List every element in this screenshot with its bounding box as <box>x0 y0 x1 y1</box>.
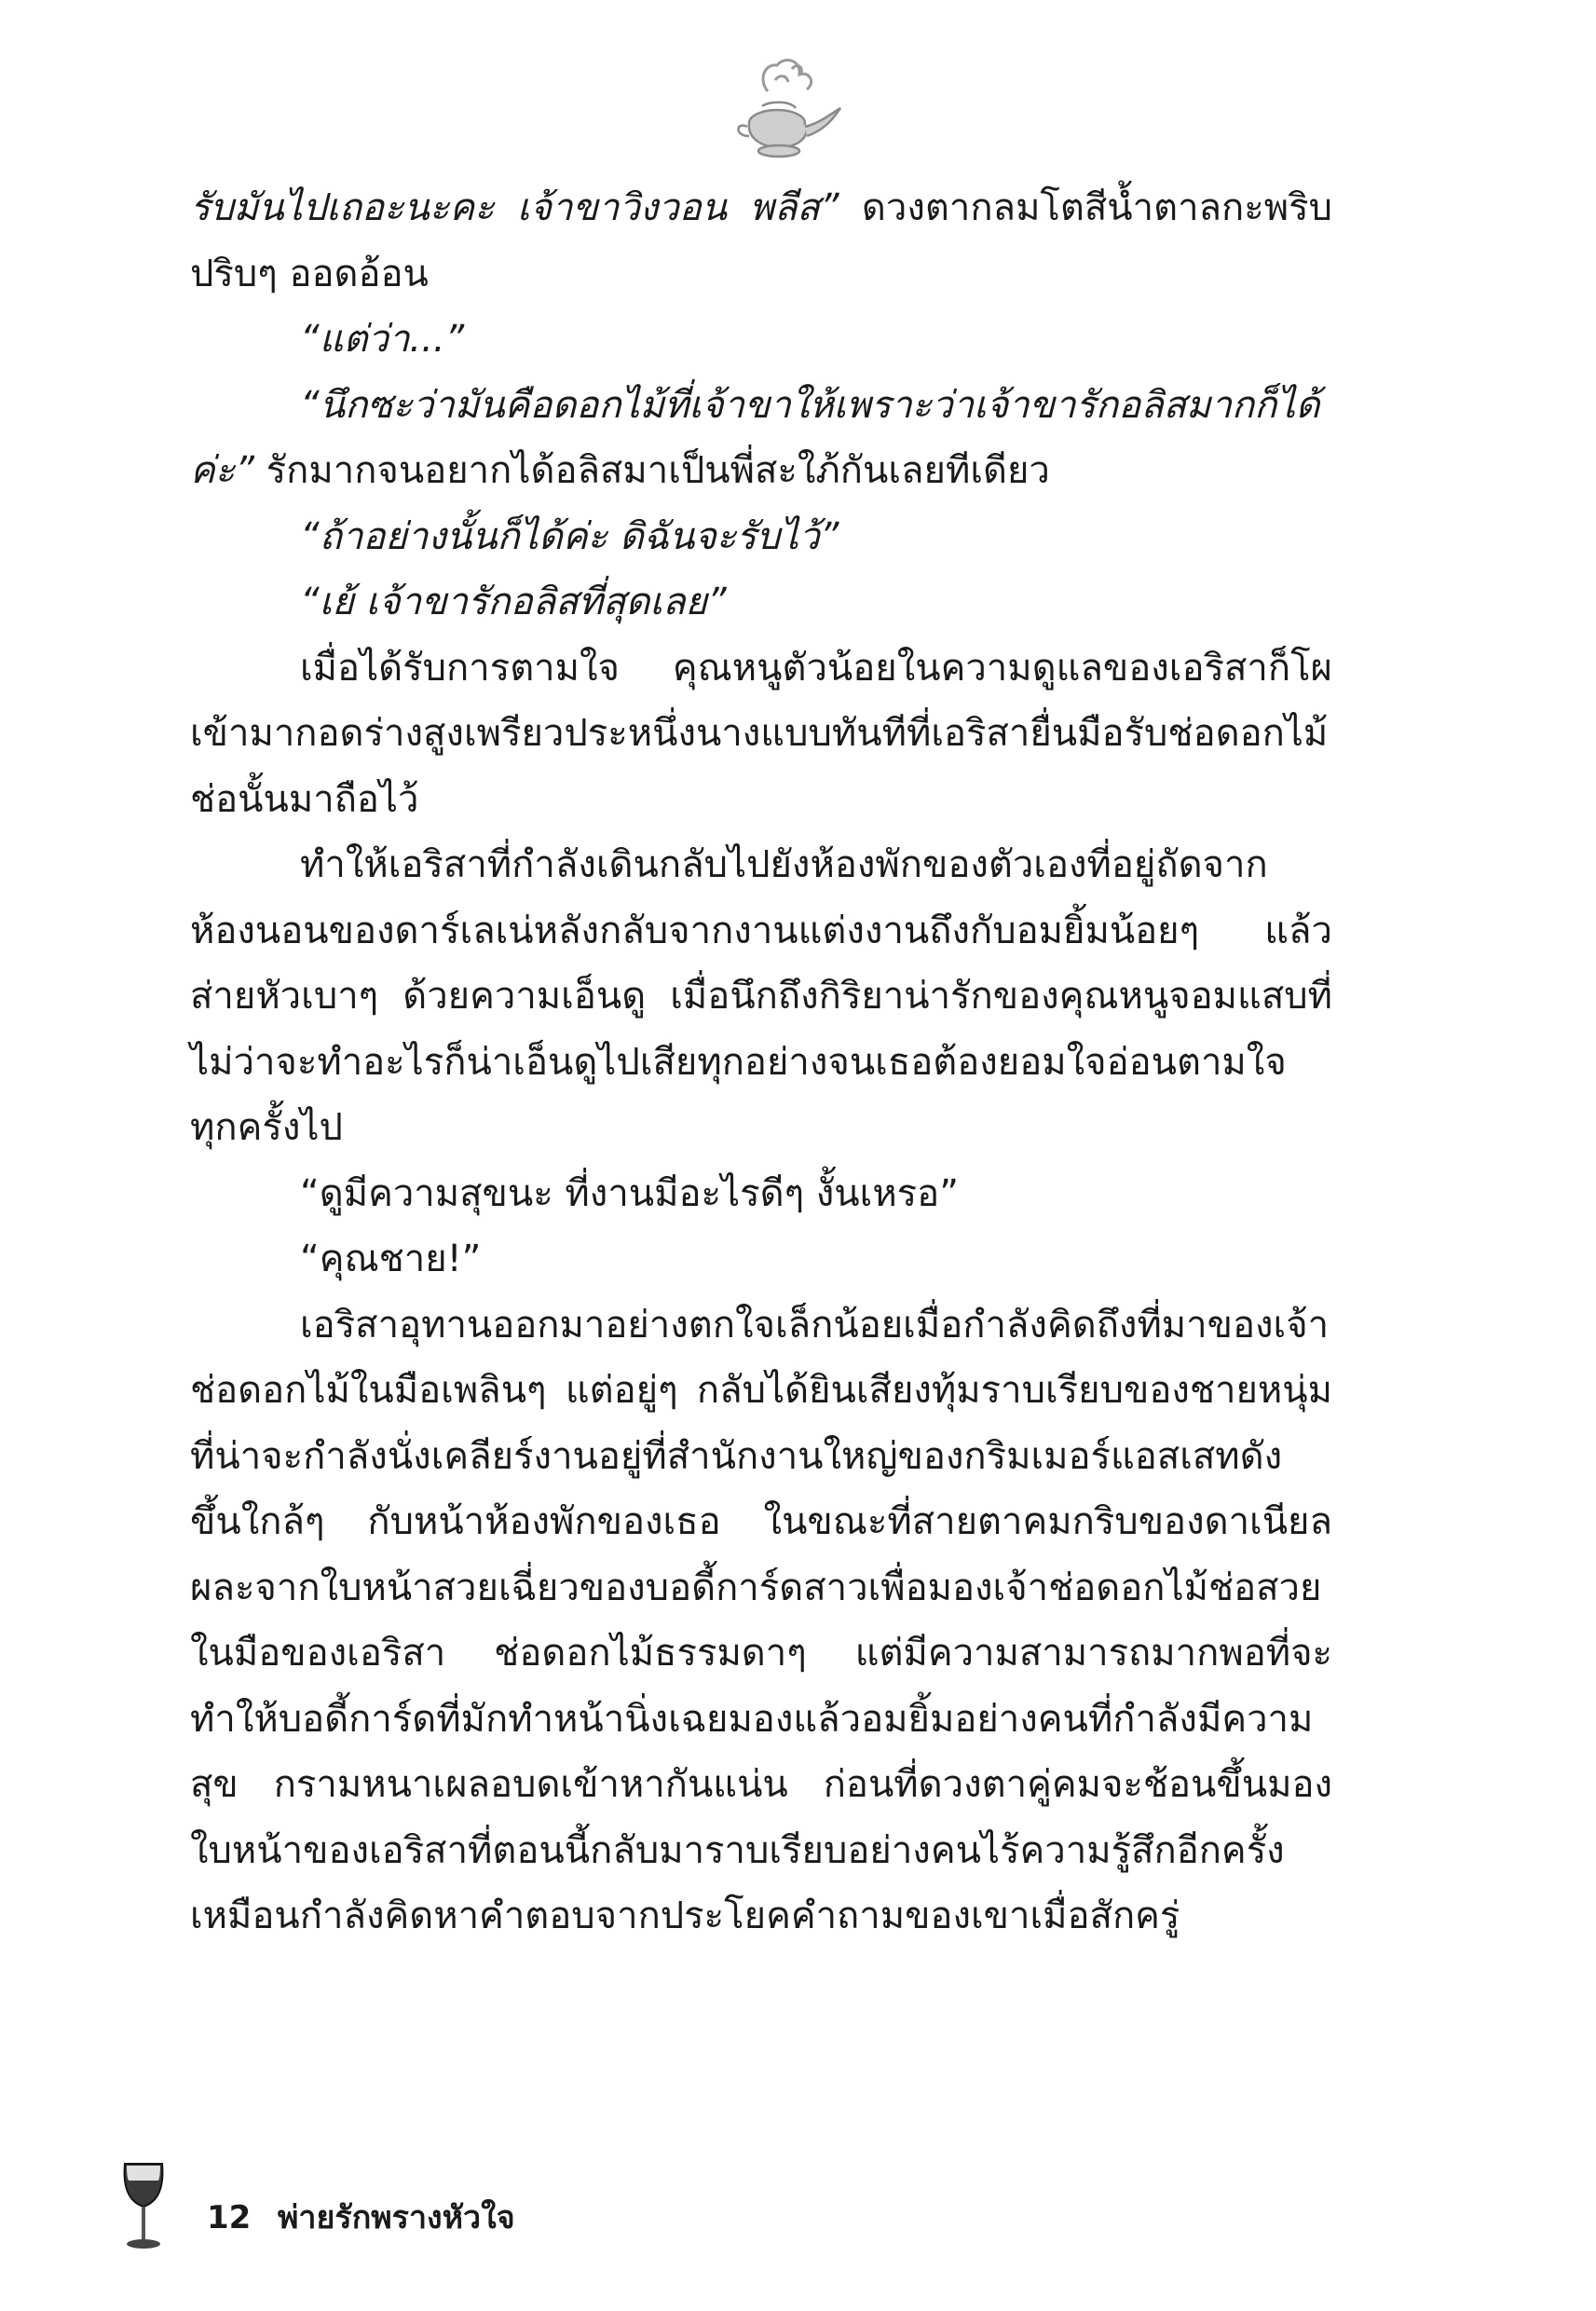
wine-glass-icon <box>119 2160 168 2251</box>
page-footer <box>119 2160 865 2253</box>
book-title: พ่ายรักพรางหัวใจ <box>278 2199 515 2236</box>
paragraph <box>190 636 1332 833</box>
magic-lamp-icon <box>710 54 850 166</box>
narration-text: เอริสาอุทานออกมาอย่างตกใจเล็กน้อยเมื่อกำลังคิดถึงที่มาของเจ้าช่อดอกไม้ในมือเพลินๆ แต่อยู่ๆ กลับได้ยินเสียงทุ้มราบเรียบของชายหนุ่มที่น่าจะกำลังนั่งเคลียร์งานอยู่ที่สำนักงานใหญ่ของกริมเมอร์แอสเสทดังขึ้นใกล้ๆ กับหน้าห้องพักของเธอ ในขณะที่สายตาคมกริบของดาเนียลผละจากใบหน้าสวยเฉี่ยวของบอดี้การ์ดสาวเพื่อมองเจ้าช่อดอกไม้ช่อสวยในมือของเอริสา ช่อดอกไม้ธรรมดาๆ แต่มีความสามารถมากพอที่จะทำให้บอดี้การ์ดที่มักทำหน้านิ่งเฉยมองแล้วอมยิ้มอย่างคนที่กำลังมีความสุข กรามหนาเผลอบดเข้าหากันแน่น ก่อนที่ดวงตาคู่คมจะช้อนขึ้นมองใบหน้าของเอริสาที่ตอนนี้กลับมาราบเรียบอย่างคนไร้ความรู้สึกอีกครั้ง เหมือนกำลังคิดหาคำตอบจากประโยคคำถามของเขาเมื่อสักครู่ <box>190 1303 1332 1937</box>
dialogue-text: “นึกซะว่ามันคือดอกไม้ที่เจ้าขาให้เพราะว่าเจ้าขารักอลิสมากก็ได้ค่ะ” <box>190 383 1320 492</box>
paragraph <box>190 832 1332 1161</box>
body-text <box>190 175 1332 1949</box>
paragraph <box>190 1161 1332 1227</box>
page-number: 12 <box>207 2199 252 2236</box>
dialogue-text: “เย้ เจ้าขารักอลิสที่สุดเลย” <box>300 581 727 623</box>
paragraph <box>190 1226 1332 1292</box>
paragraph <box>190 373 1332 504</box>
dialogue-text: “แต่ว่า...” <box>300 318 465 361</box>
dialogue-text: รับมันไปเถอะนะคะ เจ้าขาวิงวอน พลีส” <box>190 186 839 229</box>
paragraph <box>190 307 1332 373</box>
dialogue-text: “ดูมีความสุขนะ ที่งานมีอะไรดีๆ งั้นเหรอ” <box>300 1171 959 1215</box>
dialogue-text: “คุณชาย!” <box>300 1238 482 1280</box>
narration-text: รักมากจนอยากได้อลิสมาเป็นพี่สะใภ้กันเลยทีเดียว <box>253 449 1050 492</box>
paragraph <box>190 504 1332 570</box>
narration-text: เมื่อได้รับการตามใจ คุณหนูตัวน้อยในความดูแลของเอริสาก็โผเข้ามากอดร่างสูงเพรียวประหนึ่งนางแบบทันทีที่เอริสายื่นมือรับช่อดอกไม้ช่อนั้นมาถือไว้ <box>190 646 1332 821</box>
paragraph <box>190 569 1332 636</box>
paragraph <box>190 1292 1332 1949</box>
paragraph <box>190 175 1332 307</box>
narration-text: ทำให้เอริสาที่กำลังเดินกลับไปยังห้องพักของตัวเองที่อยู่ถัดจากห้องนอนของดาร์เลเน่หลังกลับจากงานแต่งงานถึงกับอมยิ้มน้อยๆ แล้วส่ายหัวเบาๆ ด้วยความเอ็นดู เมื่อนึกถึงกิริยาน่ารักของคุณหนูจอมแสบที่ไม่ว่าจะทำอะไรก็น่าเอ็นดูไปเสียทุกอย่างจนเธอต้องยอมใจอ่อนตามใจทุกครั้งไป <box>190 843 1332 1149</box>
dialogue-text: “ถ้าอย่างนั้นก็ได้ค่ะ ดิฉันจะรับไว้” <box>300 514 839 558</box>
narration-text: ดวงตากลมโตสีน้ำตาลกะพริบปริบๆ ออดอ้อน <box>190 186 1333 295</box>
